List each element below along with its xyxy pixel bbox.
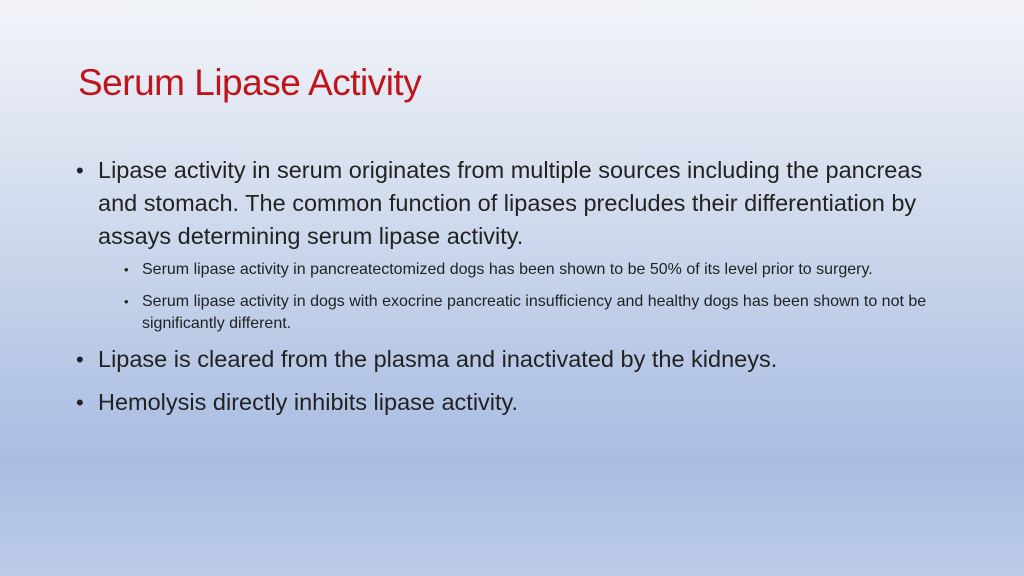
slide-title: Serum Lipase Activity [78, 62, 422, 103]
bullet-item [76, 343, 956, 376]
bullet-text: Hemolysis directly inhibits lipase activity. [98, 389, 519, 415]
slide-body [76, 154, 956, 419]
bullet-text: Lipase is cleared from the plasma and inactivated by the kidneys. [98, 346, 778, 372]
sub-bullet-text: Serum lipase activity in pancreatectomized dogs has been shown to be 50% of its level prior to surgery. [142, 261, 873, 278]
sub-bullet-dot: • [124, 262, 129, 277]
sub-bullet-item [124, 291, 956, 335]
sub-bullet-item [124, 259, 956, 281]
sub-bullet-text: Serum lipase activity in dogs with exocrine pancreatic insufficiency and healthy dogs has been shown to not be significantly different. [142, 293, 927, 332]
bullet-dot: • [76, 158, 84, 183]
bullet-dot: • [76, 390, 84, 415]
bullet-text: Lipase activity in serum originates from multiple sources including the pancreas and stomach. The common function of lipases precludes their differentiation by assays determining serum lipase activity. [98, 157, 923, 249]
bullet-item [76, 386, 956, 419]
bullet-dot: • [76, 347, 84, 372]
sub-bullet-dot: • [124, 294, 129, 309]
bullet-item [76, 154, 956, 253]
